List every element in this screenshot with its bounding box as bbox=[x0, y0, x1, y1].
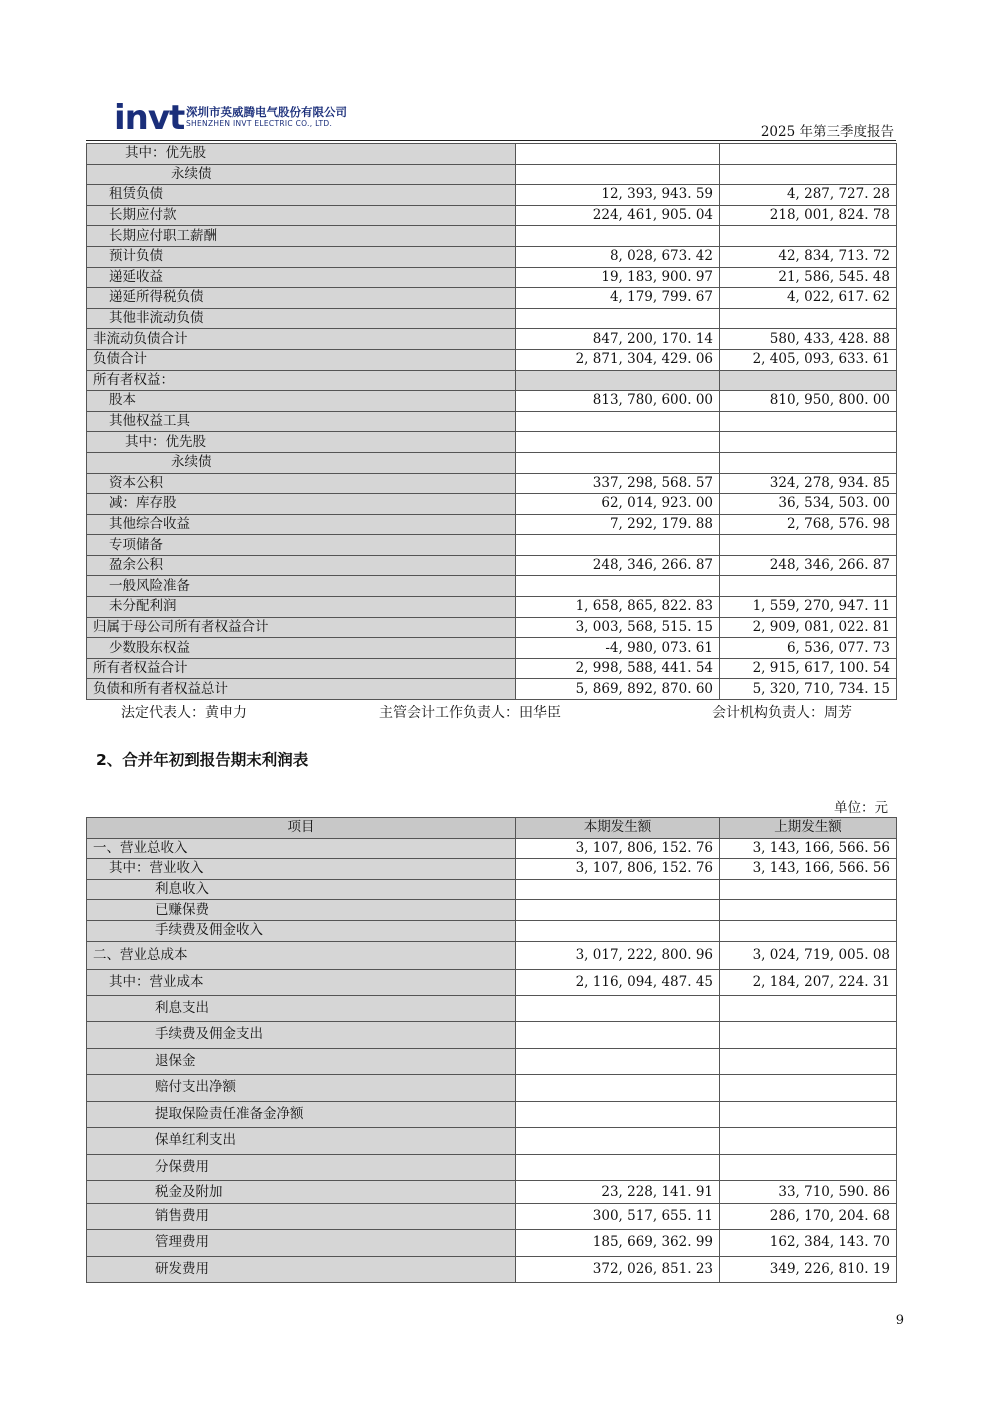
prior-value: 2, 768, 576. 98 bbox=[720, 514, 897, 535]
row-label: 长期应付职工薪酬 bbox=[87, 226, 516, 247]
prior-value: 36, 534, 503. 00 bbox=[720, 494, 897, 515]
table-row bbox=[87, 288, 897, 309]
current-value bbox=[516, 920, 720, 941]
header-divider bbox=[86, 140, 896, 141]
prior-value bbox=[720, 164, 897, 185]
row-label: 保单红利支出 bbox=[87, 1128, 516, 1155]
row-label: 负债合计 bbox=[87, 349, 516, 370]
prior-value bbox=[720, 900, 897, 921]
prior-value bbox=[720, 920, 897, 941]
current-value: 8, 028, 673. 42 bbox=[516, 246, 720, 267]
row-label: 未分配利润 bbox=[87, 597, 516, 618]
column-header-prior: 上期发生额 bbox=[720, 818, 897, 839]
row-label: 永续债 bbox=[87, 452, 516, 473]
table-row bbox=[87, 370, 897, 391]
row-label: 专项储备 bbox=[87, 535, 516, 556]
current-value bbox=[516, 432, 720, 453]
page-number: 9 bbox=[895, 1313, 904, 1328]
row-label: 归属于母公司所有者权益合计 bbox=[87, 617, 516, 638]
row-label: 利息收入 bbox=[87, 879, 516, 900]
current-value bbox=[516, 995, 720, 1022]
row-label: 已赚保费 bbox=[87, 900, 516, 921]
row-label: 其他综合收益 bbox=[87, 514, 516, 535]
prior-value bbox=[720, 432, 897, 453]
row-label: 所有者权益合计 bbox=[87, 658, 516, 679]
balance-sheet-table bbox=[86, 143, 897, 700]
prior-value bbox=[720, 995, 897, 1022]
report-title: 2025 年第三季度报告 bbox=[760, 124, 894, 140]
row-label: 手续费及佣金收入 bbox=[87, 920, 516, 941]
table-row bbox=[87, 514, 897, 535]
row-label: 其中：优先股 bbox=[87, 144, 516, 165]
signature-line bbox=[86, 702, 896, 722]
current-value: -4, 980, 073. 61 bbox=[516, 638, 720, 659]
table-row bbox=[87, 1204, 897, 1230]
column-header-current: 本期发生额 bbox=[516, 818, 720, 839]
table-header-row bbox=[87, 818, 897, 839]
prior-value: 33, 710, 590. 86 bbox=[720, 1181, 897, 1204]
prior-value bbox=[720, 576, 897, 597]
prior-value: 324, 278, 934. 85 bbox=[720, 473, 897, 494]
table-row bbox=[87, 473, 897, 494]
row-label: 所有者权益： bbox=[87, 370, 516, 391]
current-value: 1, 658, 865, 822. 83 bbox=[516, 597, 720, 618]
current-value: 2, 116, 094, 487. 45 bbox=[516, 969, 720, 995]
current-value bbox=[516, 1048, 720, 1075]
current-value: 2, 871, 304, 429. 06 bbox=[516, 349, 720, 370]
current-value: 372, 026, 851. 23 bbox=[516, 1256, 720, 1283]
row-label: 分保费用 bbox=[87, 1154, 516, 1181]
prior-value: 349, 226, 810. 19 bbox=[720, 1256, 897, 1283]
table-row bbox=[87, 969, 897, 995]
current-value bbox=[516, 308, 720, 329]
row-label: 其中：优先股 bbox=[87, 432, 516, 453]
row-label: 赔付支出净额 bbox=[87, 1075, 516, 1102]
prior-value bbox=[720, 308, 897, 329]
current-value bbox=[516, 164, 720, 185]
table-row bbox=[87, 900, 897, 921]
row-label: 一、营业总收入 bbox=[87, 838, 516, 859]
current-value: 248, 346, 266. 87 bbox=[516, 555, 720, 576]
prior-value: 162, 384, 143. 70 bbox=[720, 1230, 897, 1257]
table-row bbox=[87, 995, 897, 1022]
prior-value bbox=[720, 1154, 897, 1181]
prior-value: 3, 143, 166, 566. 56 bbox=[720, 859, 897, 880]
row-label: 其中：营业收入 bbox=[87, 859, 516, 880]
row-label: 递延所得税负债 bbox=[87, 288, 516, 309]
prior-value: 2, 184, 207, 224. 31 bbox=[720, 969, 897, 995]
row-label: 销售费用 bbox=[87, 1204, 516, 1230]
prior-value: 5, 320, 710, 734. 15 bbox=[720, 679, 897, 700]
table-row bbox=[87, 349, 897, 370]
table-row bbox=[87, 267, 897, 288]
table-row bbox=[87, 597, 897, 618]
table-row bbox=[87, 494, 897, 515]
current-value: 3, 017, 222, 800. 96 bbox=[516, 941, 720, 969]
row-label: 股本 bbox=[87, 391, 516, 412]
row-label: 其中：营业成本 bbox=[87, 969, 516, 995]
prior-value bbox=[720, 226, 897, 247]
current-value bbox=[516, 576, 720, 597]
row-label: 永续债 bbox=[87, 164, 516, 185]
current-value bbox=[516, 1101, 720, 1128]
table-row bbox=[87, 205, 897, 226]
table-row bbox=[87, 838, 897, 859]
current-value bbox=[516, 1075, 720, 1102]
current-value bbox=[516, 452, 720, 473]
current-value: 3, 003, 568, 515. 15 bbox=[516, 617, 720, 638]
table-row bbox=[87, 576, 897, 597]
row-label: 二、营业总成本 bbox=[87, 941, 516, 969]
prior-value: 6, 536, 077. 73 bbox=[720, 638, 897, 659]
current-value bbox=[516, 879, 720, 900]
prior-value bbox=[720, 370, 897, 391]
prior-value: 810, 950, 800. 00 bbox=[720, 391, 897, 412]
logo-mark: invt bbox=[114, 98, 185, 138]
table-row bbox=[87, 941, 897, 969]
table-row bbox=[87, 1154, 897, 1181]
prior-value: 218, 001, 824. 78 bbox=[720, 205, 897, 226]
prior-value bbox=[720, 879, 897, 900]
current-value: 19, 183, 900. 97 bbox=[516, 267, 720, 288]
current-value bbox=[516, 1154, 720, 1181]
prior-value: 4, 287, 727. 28 bbox=[720, 185, 897, 206]
table-row bbox=[87, 1075, 897, 1102]
prior-value: 42, 834, 713. 72 bbox=[720, 246, 897, 267]
current-value bbox=[516, 535, 720, 556]
current-value bbox=[516, 411, 720, 432]
current-value: 62, 014, 923. 00 bbox=[516, 494, 720, 515]
income-statement-table bbox=[86, 817, 897, 1283]
row-label: 递延收益 bbox=[87, 267, 516, 288]
table-row bbox=[87, 1256, 897, 1283]
prior-value bbox=[720, 1022, 897, 1049]
page-header bbox=[86, 96, 896, 142]
current-value bbox=[516, 1128, 720, 1155]
company-name-cn: 深圳市英威腾电气股份有限公司 bbox=[186, 105, 347, 119]
table-row bbox=[87, 617, 897, 638]
table-row bbox=[87, 246, 897, 267]
section-title: 2、合并年初到报告期末利润表 bbox=[96, 751, 309, 769]
row-label: 手续费及佣金支出 bbox=[87, 1022, 516, 1049]
prior-value bbox=[720, 411, 897, 432]
row-label: 一般风险准备 bbox=[87, 576, 516, 597]
prior-value bbox=[720, 1128, 897, 1155]
current-value: 12, 393, 943. 59 bbox=[516, 185, 720, 206]
prior-value: 2, 915, 617, 100. 54 bbox=[720, 658, 897, 679]
accounting-head: 主管会计工作负责人：田华臣 bbox=[379, 705, 561, 721]
current-value bbox=[516, 226, 720, 247]
row-label: 提取保险责任准备金净额 bbox=[87, 1101, 516, 1128]
current-value: 2, 998, 588, 441. 54 bbox=[516, 658, 720, 679]
current-value: 813, 780, 600. 00 bbox=[516, 391, 720, 412]
table-row bbox=[87, 679, 897, 700]
current-value: 185, 669, 362. 99 bbox=[516, 1230, 720, 1257]
row-label: 其他非流动负债 bbox=[87, 308, 516, 329]
prior-value: 3, 024, 719, 005. 08 bbox=[720, 941, 897, 969]
table-row bbox=[87, 411, 897, 432]
row-label: 利息支出 bbox=[87, 995, 516, 1022]
prior-value: 1, 559, 270, 947. 11 bbox=[720, 597, 897, 618]
table-row bbox=[87, 859, 897, 880]
company-name-en: SHENZHEN INVT ELECTRIC CO., LTD. bbox=[186, 119, 333, 128]
row-label: 盈余公积 bbox=[87, 555, 516, 576]
table-row bbox=[87, 144, 897, 165]
prior-value: 580, 433, 428. 88 bbox=[720, 329, 897, 350]
prior-value: 4, 022, 617. 62 bbox=[720, 288, 897, 309]
row-label: 长期应付款 bbox=[87, 205, 516, 226]
prior-value: 286, 170, 204. 68 bbox=[720, 1204, 897, 1230]
current-value bbox=[516, 900, 720, 921]
table-row bbox=[87, 1022, 897, 1049]
prior-value bbox=[720, 452, 897, 473]
row-label: 非流动负债合计 bbox=[87, 329, 516, 350]
row-label: 租赁负债 bbox=[87, 185, 516, 206]
table-row bbox=[87, 535, 897, 556]
row-label: 退保金 bbox=[87, 1048, 516, 1075]
table-row bbox=[87, 658, 897, 679]
prior-value bbox=[720, 1075, 897, 1102]
row-label: 少数股东权益 bbox=[87, 638, 516, 659]
table-row bbox=[87, 185, 897, 206]
prior-value bbox=[720, 1101, 897, 1128]
prior-value: 248, 346, 266. 87 bbox=[720, 555, 897, 576]
table-row bbox=[87, 1101, 897, 1128]
table-row bbox=[87, 1128, 897, 1155]
prior-value bbox=[720, 1048, 897, 1075]
current-value bbox=[516, 144, 720, 165]
table-row bbox=[87, 879, 897, 900]
row-label: 减：库存股 bbox=[87, 494, 516, 515]
row-label: 研发费用 bbox=[87, 1256, 516, 1283]
prior-value: 2, 405, 093, 633. 61 bbox=[720, 349, 897, 370]
table-row bbox=[87, 164, 897, 185]
table-row bbox=[87, 432, 897, 453]
prior-value: 2, 909, 081, 022. 81 bbox=[720, 617, 897, 638]
row-label: 税金及附加 bbox=[87, 1181, 516, 1204]
table-row bbox=[87, 638, 897, 659]
table-row bbox=[87, 920, 897, 941]
current-value: 337, 298, 568. 57 bbox=[516, 473, 720, 494]
current-value: 847, 200, 170. 14 bbox=[516, 329, 720, 350]
unit-label: 单位：元 bbox=[834, 800, 888, 816]
table-row bbox=[87, 329, 897, 350]
prior-value bbox=[720, 535, 897, 556]
row-label: 负债和所有者权益总计 bbox=[87, 679, 516, 700]
accounting-dept-head: 会计机构负责人：周芳 bbox=[712, 705, 852, 721]
current-value: 224, 461, 905. 04 bbox=[516, 205, 720, 226]
table-row bbox=[87, 1230, 897, 1257]
row-label: 预计负债 bbox=[87, 246, 516, 267]
current-value: 3, 107, 806, 152. 76 bbox=[516, 838, 720, 859]
row-label: 其他权益工具 bbox=[87, 411, 516, 432]
table-row bbox=[87, 1181, 897, 1204]
row-label: 资本公积 bbox=[87, 473, 516, 494]
table-row bbox=[87, 555, 897, 576]
current-value bbox=[516, 370, 720, 391]
column-header-item: 项目 bbox=[87, 818, 516, 839]
current-value: 300, 517, 655. 11 bbox=[516, 1204, 720, 1230]
table-row bbox=[87, 1048, 897, 1075]
table-row bbox=[87, 452, 897, 473]
row-label: 管理费用 bbox=[87, 1230, 516, 1257]
current-value: 23, 228, 141. 91 bbox=[516, 1181, 720, 1204]
table-row bbox=[87, 226, 897, 247]
current-value: 7, 292, 179. 88 bbox=[516, 514, 720, 535]
current-value: 3, 107, 806, 152. 76 bbox=[516, 859, 720, 880]
table-row bbox=[87, 308, 897, 329]
prior-value: 3, 143, 166, 566. 56 bbox=[720, 838, 897, 859]
current-value bbox=[516, 1022, 720, 1049]
legal-representative: 法定代表人：黄申力 bbox=[121, 705, 247, 721]
current-value: 4, 179, 799. 67 bbox=[516, 288, 720, 309]
current-value: 5, 869, 892, 870. 60 bbox=[516, 679, 720, 700]
prior-value: 21, 586, 545. 48 bbox=[720, 267, 897, 288]
prior-value bbox=[720, 144, 897, 165]
table-row bbox=[87, 391, 897, 412]
